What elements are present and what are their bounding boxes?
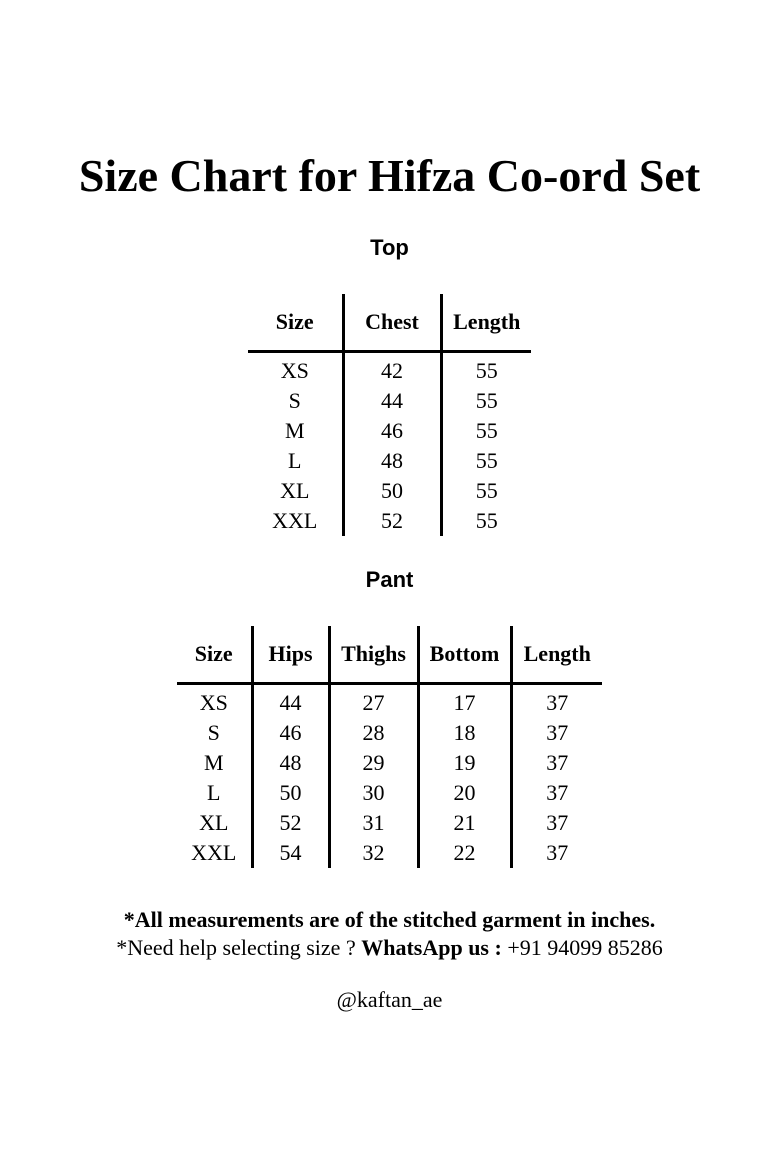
pant-section-heading: Pant xyxy=(365,567,414,592)
table-cell: 46 xyxy=(343,416,441,446)
footnotes xyxy=(0,906,779,962)
table-row xyxy=(177,778,602,808)
table-cell: 52 xyxy=(343,506,441,536)
table-row xyxy=(248,506,531,536)
table-row xyxy=(248,476,531,506)
whatsapp-phone: +91 94099 85286 xyxy=(501,935,663,960)
table-cell: 42 xyxy=(343,352,441,387)
table-cell: M xyxy=(284,418,305,443)
table-cell: 48 xyxy=(252,748,329,778)
table-cell: 22 xyxy=(418,838,511,868)
table-cell: 17 xyxy=(418,684,511,719)
table-cell: 27 xyxy=(329,684,418,719)
table-cell: 37 xyxy=(511,684,602,719)
table-cell: 19 xyxy=(418,748,511,778)
measurement-note: *All measurements are of the stitched garment in inches. xyxy=(123,907,656,932)
table-cell: 28 xyxy=(329,718,418,748)
table-cell: XL xyxy=(280,478,310,503)
column-header-chest: Chest xyxy=(343,294,441,352)
table-cell: 37 xyxy=(511,748,602,778)
top-size-table xyxy=(248,294,531,536)
table-cell: 55 xyxy=(441,476,531,506)
table-cell: 55 xyxy=(441,386,531,416)
table-cell: 55 xyxy=(441,416,531,446)
table-row xyxy=(248,386,531,416)
column-header-bottom: Bottom xyxy=(418,626,511,684)
table-cell: 55 xyxy=(441,446,531,476)
top-section-heading: Top xyxy=(370,235,409,260)
page-title: Size Chart for Hifza Co-ord Set xyxy=(78,150,701,201)
table-cell: S xyxy=(288,388,301,413)
table-cell: L xyxy=(207,780,221,805)
column-header-size: Size xyxy=(177,626,252,684)
help-note xyxy=(0,934,779,962)
table-cell: XXL xyxy=(272,508,318,533)
table-cell: 29 xyxy=(329,748,418,778)
table-cell: 50 xyxy=(343,476,441,506)
pant-size-table xyxy=(177,626,602,868)
table-cell: 37 xyxy=(511,718,602,748)
table-cell: 31 xyxy=(329,808,418,838)
column-header-hips: Hips xyxy=(252,626,329,684)
table-row xyxy=(177,718,602,748)
table-row xyxy=(248,416,531,446)
column-header-length: Length xyxy=(441,294,531,352)
table-cell: M xyxy=(203,750,224,775)
table-cell: XXL xyxy=(191,840,237,865)
table-cell: 50 xyxy=(252,778,329,808)
column-header-length: Length xyxy=(511,626,602,684)
table-row xyxy=(177,684,602,719)
column-header-size: Size xyxy=(248,294,343,352)
table-cell: 21 xyxy=(418,808,511,838)
table-cell: L xyxy=(288,448,302,473)
table-cell: 37 xyxy=(511,808,602,838)
table-cell: 55 xyxy=(441,352,531,387)
table-row xyxy=(177,748,602,778)
table-cell: 30 xyxy=(329,778,418,808)
table-cell: XL xyxy=(199,810,229,835)
table-cell: 55 xyxy=(441,506,531,536)
table-cell: 46 xyxy=(252,718,329,748)
table-cell: 37 xyxy=(511,778,602,808)
table-row xyxy=(248,446,531,476)
table-cell: 18 xyxy=(418,718,511,748)
table-cell: XS xyxy=(280,358,309,383)
table-cell: 44 xyxy=(252,684,329,719)
table-cell: 52 xyxy=(252,808,329,838)
column-header-thighs: Thighs xyxy=(329,626,418,684)
table-cell: 32 xyxy=(329,838,418,868)
whatsapp-label: WhatsApp us : xyxy=(361,935,502,960)
table-header-row xyxy=(177,626,602,684)
table-header-row xyxy=(248,294,531,352)
table-row xyxy=(177,808,602,838)
table-cell: S xyxy=(207,720,220,745)
table-cell: 37 xyxy=(511,838,602,868)
social-handle: @kaftan_ae xyxy=(336,987,443,1012)
table-row xyxy=(177,838,602,868)
help-note-prefix: *Need help selecting size ? xyxy=(116,935,362,960)
table-row xyxy=(248,352,531,387)
table-cell: XS xyxy=(199,690,228,715)
table-cell: 20 xyxy=(418,778,511,808)
table-cell: 44 xyxy=(343,386,441,416)
table-cell: 54 xyxy=(252,838,329,868)
table-cell: 48 xyxy=(343,446,441,476)
